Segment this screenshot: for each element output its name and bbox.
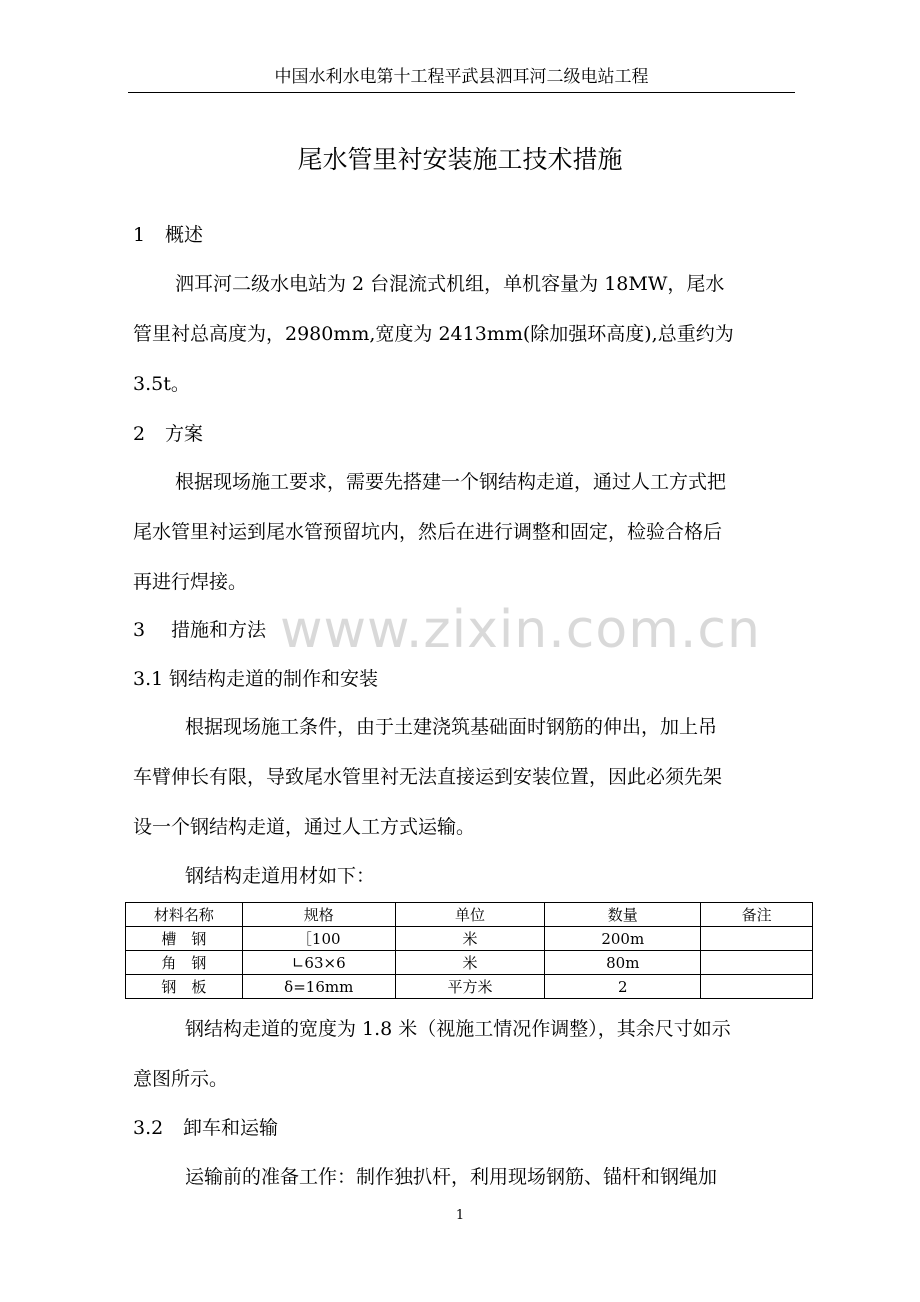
table-cell: 80m: [545, 951, 701, 975]
paragraph-line: 根据现场施工条件，由于土建浇筑基础面时钢筋的伸出，加上吊: [185, 716, 718, 738]
table-cell: [701, 927, 813, 951]
section-title: 钢结构走道的制作和安装: [169, 668, 379, 690]
paragraph-line: 钢结构走道的宽度为 1.8 米（视施工情况作调整），其余尺寸如示: [185, 1018, 731, 1040]
table-cell: 米: [395, 927, 545, 951]
paragraph-line: 尾水管里衬运到尾水管预留坑内，然后在进行调整和固定，检验合格后: [133, 521, 723, 543]
table-cell: ∟63×6: [242, 951, 395, 975]
table-cell: 角 钢: [126, 951, 243, 975]
table-cell: 槽 钢: [126, 927, 243, 951]
table-intro: [133, 851, 797, 901]
table-header-cell: 材料名称: [126, 903, 243, 927]
section-3-1-after-paragraph: [133, 1004, 797, 1104]
table-cell: 2: [545, 975, 701, 999]
section-1-heading: [133, 220, 203, 250]
paragraph-line: 设一个钢结构走道，通过人工方式运输。: [133, 816, 476, 838]
section-2-paragraph: [133, 457, 797, 607]
paragraph-line: 根据现场施工要求，需要先搭建一个钢结构走道，通过人工方式把: [175, 471, 727, 493]
table-header-cell: 数量: [545, 903, 701, 927]
section-3-heading: [133, 615, 266, 645]
section-3-1-paragraph: [133, 702, 797, 852]
table-header-row: [126, 903, 813, 927]
paragraph-line: 车臂伸长有限，导致尾水管里衬无法直接运到安装位置，因此必须先架: [133, 766, 723, 788]
section-1-paragraph: [133, 259, 797, 409]
paragraph-line: 钢结构走道用材如下：: [185, 865, 376, 887]
table-cell: [701, 951, 813, 975]
paragraph-line: 管里衬总高度为，2980mm,宽度为 2413mm(除加强环高度),总重约为: [133, 323, 734, 345]
section-number: 1: [133, 224, 146, 246]
section-number: 3.2: [133, 1117, 164, 1139]
table-cell: 平方米: [395, 975, 545, 999]
paragraph-line: 泗耳河二级水电站为 2 台混流式机组，单机容量为 18MW，尾水: [175, 273, 725, 295]
table-cell: [701, 975, 813, 999]
watermark: www.zixin.com.cn: [280, 600, 761, 660]
document-title: 尾水管里衬安装施工技术措施: [297, 145, 623, 174]
section-title: 卸车和运输: [183, 1117, 279, 1139]
section-number: 3.1: [133, 668, 164, 690]
paragraph-line: 再进行焊接。: [133, 571, 248, 593]
table-header-cell: 单位: [395, 903, 545, 927]
section-title: 措施和方法: [171, 619, 267, 641]
page-number: 1: [455, 1208, 465, 1223]
table-row: [126, 951, 813, 975]
table-cell: 200m: [545, 927, 701, 951]
table-header-cell: 规格: [242, 903, 395, 927]
table-cell: 米: [395, 951, 545, 975]
section-title: 概述: [165, 224, 204, 246]
paragraph-line: 运输前的准备工作：制作独扒杆，利用现场钢筋、锚杆和钢绳加: [185, 1166, 718, 1188]
paragraph-line: 3.5t。: [133, 373, 190, 395]
section-title: 方案: [165, 423, 204, 445]
table-cell: 钢 板: [126, 975, 243, 999]
table-row: [126, 927, 813, 951]
table-cell: ［100: [242, 927, 395, 951]
section-3-1-heading: [133, 664, 378, 694]
section-2-heading: [133, 419, 203, 449]
section-number: 2: [133, 423, 146, 445]
paragraph-line: 意图所示。: [133, 1068, 229, 1090]
section-3-2-heading: [133, 1113, 278, 1143]
section-number: 3: [133, 619, 146, 641]
table-cell: δ=16mm: [242, 975, 395, 999]
table-header-cell: 备注: [701, 903, 813, 927]
table-row: [126, 975, 813, 999]
section-3-2-paragraph: [133, 1152, 797, 1202]
materials-table: [125, 902, 813, 999]
page-header: 中国水利水电第十工程平武县泗耳河二级电站工程: [128, 64, 795, 93]
